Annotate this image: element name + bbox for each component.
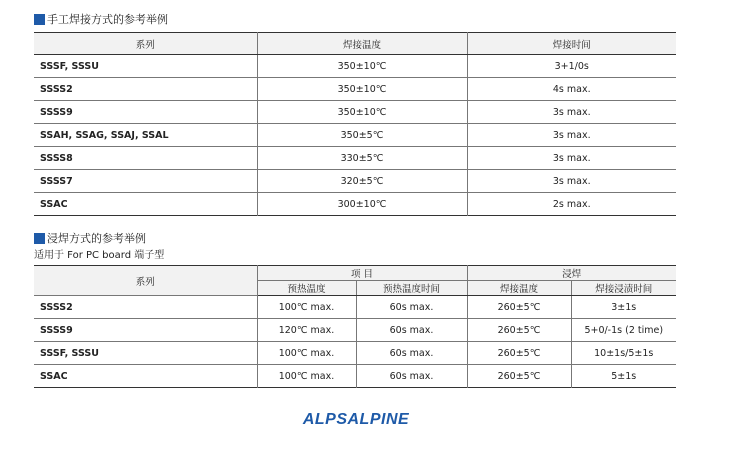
table-row (34, 101, 676, 124)
series-cell: SSSS2 (34, 296, 257, 319)
dip-time-cell: 10±1s/5±1s (571, 342, 676, 365)
preheat-temp-cell: 100℃ max. (257, 365, 356, 388)
hand-soldering-table (34, 32, 676, 216)
solder-temp-cell: 260±5℃ (467, 365, 571, 388)
table-row (34, 365, 676, 388)
solder-temp-cell: 260±5℃ (467, 319, 571, 342)
time-cell: 3+1/0s (467, 55, 676, 78)
section2-title-text: 浸焊方式的参考举例 (47, 232, 146, 245)
temp-cell: 350±10℃ (257, 55, 467, 78)
header-soldering-time: 焊接时间 (467, 33, 676, 55)
series-cell: SSSS9 (34, 319, 257, 342)
header-preheat-time: 预热温度时间 (356, 281, 467, 296)
preheat-temp-cell: 120℃ max. (257, 319, 356, 342)
table-row (34, 147, 676, 170)
dip-time-cell: 5±1s (571, 365, 676, 388)
series-cell: SSSF, SSSU (34, 55, 257, 78)
series-cell: SSSS8 (34, 147, 257, 170)
section2-title (34, 230, 146, 246)
header-solder-temp: 焊接温度 (467, 281, 571, 296)
section1-title (34, 11, 168, 27)
preheat-time-cell: 60s max. (356, 342, 467, 365)
table-row (34, 124, 676, 147)
table-row (34, 170, 676, 193)
header-series: 系列 (34, 266, 257, 296)
alpsalpine-logo (297, 409, 415, 427)
square-bullet-icon (34, 14, 45, 25)
section1-title-text: 手工焊接方式的参考举例 (47, 13, 168, 26)
temp-cell: 330±5℃ (257, 147, 467, 170)
header-dip-time: 焊接浸渍时间 (571, 281, 676, 296)
table-row (34, 193, 676, 216)
section2-subtitle: 适用于 For PC board 端子型 (34, 250, 165, 261)
time-cell: 3s max. (467, 147, 676, 170)
dip-time-cell: 3±1s (571, 296, 676, 319)
solder-temp-cell: 260±5℃ (467, 342, 571, 365)
series-cell: SSAC (40, 370, 68, 382)
header-preheat-temp: 预热温度 (257, 281, 356, 296)
header-items-group: 项 目 (257, 266, 467, 281)
series-cell: SSSF, SSSU (34, 342, 257, 365)
time-cell: 3s max. (467, 124, 676, 147)
preheat-temp-cell: 100℃ max. (257, 296, 356, 319)
square-bullet-icon (34, 233, 45, 244)
series-cell: SSSS9 (34, 101, 257, 124)
header-soldering-temp: 焊接温度 (257, 33, 467, 55)
time-cell: 3s max. (467, 101, 676, 124)
table-row (34, 55, 676, 78)
table-header-row (34, 266, 676, 281)
temp-cell: 350±10℃ (257, 78, 467, 101)
series-cell: SSSS7 (34, 170, 257, 193)
series-cell: SSAH, SSAG, SSAJ, SSAL (34, 124, 257, 147)
solder-temp-cell: 260±5℃ (467, 296, 571, 319)
temp-cell: 300±10℃ (257, 193, 467, 216)
temp-cell: 350±5℃ (257, 124, 467, 147)
series-cell: SSSS2 (34, 78, 257, 101)
table-row (34, 78, 676, 101)
series-cell: SSAC (40, 198, 68, 210)
table-row (34, 296, 676, 319)
dip-soldering-table (34, 265, 676, 388)
table-header-row (34, 33, 676, 55)
temp-cell: 320±5℃ (257, 170, 467, 193)
header-dip-group: 浸焊 (467, 266, 676, 281)
svg-text:ALPSALPINE: ALPSALPINE (302, 411, 410, 427)
time-cell: 4s max. (467, 78, 676, 101)
header-series: 系列 (34, 33, 257, 55)
dip-time-cell: 5+0/-1s (2 time) (571, 319, 676, 342)
time-cell: 3s max. (467, 170, 676, 193)
preheat-time-cell: 60s max. (356, 319, 467, 342)
table-row (34, 319, 676, 342)
table-row (34, 342, 676, 365)
time-cell: 2s max. (467, 193, 676, 216)
preheat-time-cell: 60s max. (356, 365, 467, 388)
preheat-temp-cell: 100℃ max. (257, 342, 356, 365)
temp-cell: 350±10℃ (257, 101, 467, 124)
preheat-time-cell: 60s max. (356, 296, 467, 319)
